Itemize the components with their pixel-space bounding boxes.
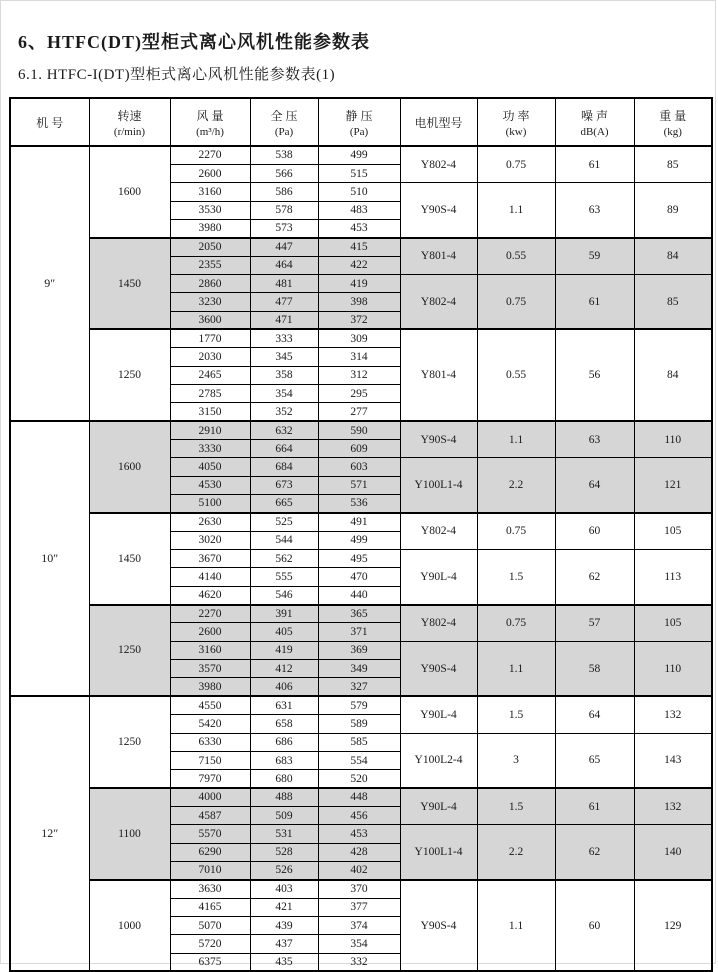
total-pressure-cell: 528 <box>250 843 318 861</box>
column-header-2 <box>170 98 250 146</box>
table-row <box>10 146 712 164</box>
speed-cell: 1450 <box>89 238 170 330</box>
motor-model-cell: Y90S-4 <box>400 183 477 238</box>
flow-cell: 7970 <box>170 770 250 788</box>
total-pressure-cell: 664 <box>250 440 318 458</box>
motor-model-cell: Y90L-4 <box>400 550 477 605</box>
noise-cell: 62 <box>555 550 634 605</box>
motor-model-cell: Y802-4 <box>400 274 477 329</box>
total-pressure-cell: 419 <box>250 641 318 659</box>
total-pressure-cell: 673 <box>250 476 318 494</box>
flow-cell: 3150 <box>170 403 250 421</box>
power-cell: 1.5 <box>477 788 555 825</box>
total-pressure-cell: 477 <box>250 293 318 311</box>
noise-cell: 58 <box>555 641 634 696</box>
table-row <box>10 238 712 256</box>
noise-cell: 56 <box>555 329 634 421</box>
static-pressure-cell: 371 <box>318 623 400 641</box>
flow-cell: 5420 <box>170 715 250 733</box>
static-pressure-cell: 415 <box>318 238 400 256</box>
power-cell: 0.75 <box>477 146 555 183</box>
flow-cell: 3330 <box>170 440 250 458</box>
speed-cell: 1600 <box>89 421 170 513</box>
total-pressure-cell: 546 <box>250 586 318 604</box>
power-cell: 0.75 <box>477 274 555 329</box>
static-pressure-cell: 369 <box>318 641 400 659</box>
flow-cell: 4620 <box>170 586 250 604</box>
total-pressure-cell: 437 <box>250 935 318 953</box>
power-cell: 0.75 <box>477 605 555 642</box>
static-pressure-cell: 579 <box>318 696 400 714</box>
machine-cell: 9″ <box>10 146 89 421</box>
weight-cell: 85 <box>634 146 712 183</box>
static-pressure-cell: 589 <box>318 715 400 733</box>
table-row <box>10 696 712 714</box>
total-pressure-cell: 665 <box>250 495 318 513</box>
flow-cell: 2270 <box>170 605 250 623</box>
speed-cell: 1250 <box>89 605 170 697</box>
static-pressure-cell: 571 <box>318 476 400 494</box>
column-header-3 <box>250 98 318 146</box>
total-pressure-cell: 509 <box>250 806 318 824</box>
static-pressure-cell: 515 <box>318 164 400 182</box>
total-pressure-cell: 631 <box>250 696 318 714</box>
static-pressure-cell: 448 <box>318 788 400 806</box>
noise-cell: 65 <box>555 733 634 788</box>
static-pressure-cell: 510 <box>318 183 400 201</box>
machine-cell: 10″ <box>10 421 89 696</box>
column-header-5 <box>400 98 477 146</box>
weight-cell: 140 <box>634 825 712 880</box>
flow-cell: 2860 <box>170 274 250 292</box>
static-pressure-cell: 428 <box>318 843 400 861</box>
motor-model-cell: Y100L1-4 <box>400 458 477 513</box>
weight-cell: 132 <box>634 696 712 733</box>
table-row <box>10 788 712 806</box>
static-pressure-cell: 585 <box>318 733 400 751</box>
total-pressure-cell: 354 <box>250 384 318 402</box>
total-pressure-cell: 555 <box>250 568 318 586</box>
static-pressure-cell: 536 <box>318 495 400 513</box>
flow-cell: 4000 <box>170 788 250 806</box>
column-header-unit: (kg) <box>663 125 682 138</box>
flow-cell: 6375 <box>170 953 250 971</box>
power-cell: 3 <box>477 733 555 788</box>
static-pressure-cell: 312 <box>318 366 400 384</box>
noise-cell: 61 <box>555 788 634 825</box>
flow-cell: 2600 <box>170 164 250 182</box>
noise-cell: 59 <box>555 238 634 275</box>
table-row <box>10 421 712 439</box>
weight-cell: 84 <box>634 238 712 275</box>
total-pressure-cell: 680 <box>250 770 318 788</box>
column-header-label: 噪 声 <box>580 108 608 123</box>
total-pressure-cell: 566 <box>250 164 318 182</box>
flow-cell: 3530 <box>170 201 250 219</box>
power-cell: 1.5 <box>477 696 555 733</box>
static-pressure-cell: 495 <box>318 550 400 568</box>
column-header-unit: (m³/h) <box>196 125 224 138</box>
weight-cell: 85 <box>634 274 712 329</box>
table-row <box>10 513 712 531</box>
motor-model-cell: Y100L2-4 <box>400 733 477 788</box>
total-pressure-cell: 412 <box>250 660 318 678</box>
header-row <box>10 98 712 146</box>
speed-cell: 1450 <box>89 513 170 605</box>
power-cell: 0.75 <box>477 513 555 550</box>
motor-model-cell: Y802-4 <box>400 146 477 183</box>
table-body <box>10 146 712 971</box>
noise-cell: 61 <box>555 274 634 329</box>
table-header <box>10 98 712 146</box>
weight-cell: 105 <box>634 513 712 550</box>
total-pressure-cell: 435 <box>250 953 318 971</box>
column-header-label: 机 号 <box>36 115 64 130</box>
total-pressure-cell: 632 <box>250 421 318 439</box>
static-pressure-cell: 491 <box>318 513 400 531</box>
motor-model-cell: Y802-4 <box>400 513 477 550</box>
flow-cell: 3980 <box>170 678 250 696</box>
weight-cell: 129 <box>634 880 712 972</box>
flow-cell: 3980 <box>170 219 250 237</box>
flow-cell: 3630 <box>170 880 250 898</box>
static-pressure-cell: 349 <box>318 660 400 678</box>
table-row <box>10 329 712 347</box>
static-pressure-cell: 372 <box>318 311 400 329</box>
power-cell: 2.2 <box>477 458 555 513</box>
column-header-8 <box>634 98 712 146</box>
column-header-7 <box>555 98 634 146</box>
column-header-label: 重 量 <box>659 108 687 123</box>
static-pressure-cell: 277 <box>318 403 400 421</box>
flow-cell: 4165 <box>170 898 250 916</box>
flow-cell: 2050 <box>170 238 250 256</box>
column-header-unit: dB(A) <box>580 125 609 138</box>
flow-cell: 3020 <box>170 531 250 549</box>
weight-cell: 113 <box>634 550 712 605</box>
flow-cell: 2270 <box>170 146 250 164</box>
static-pressure-cell: 453 <box>318 219 400 237</box>
table-row <box>10 605 712 623</box>
weight-cell: 110 <box>634 421 712 458</box>
static-pressure-cell: 295 <box>318 384 400 402</box>
total-pressure-cell: 345 <box>250 348 318 366</box>
weight-cell: 105 <box>634 605 712 642</box>
static-pressure-cell: 365 <box>318 605 400 623</box>
static-pressure-cell: 456 <box>318 806 400 824</box>
total-pressure-cell: 405 <box>250 623 318 641</box>
power-cell: 1.1 <box>477 880 555 972</box>
total-pressure-cell: 544 <box>250 531 318 549</box>
total-pressure-cell: 447 <box>250 238 318 256</box>
flow-cell: 2600 <box>170 623 250 641</box>
static-pressure-cell: 554 <box>318 751 400 769</box>
flow-cell: 1770 <box>170 329 250 347</box>
total-pressure-cell: 578 <box>250 201 318 219</box>
static-pressure-cell: 483 <box>318 201 400 219</box>
flow-cell: 3570 <box>170 660 250 678</box>
total-pressure-cell: 683 <box>250 751 318 769</box>
flow-cell: 4050 <box>170 458 250 476</box>
motor-model-cell: Y90L-4 <box>400 788 477 825</box>
static-pressure-cell: 309 <box>318 329 400 347</box>
total-pressure-cell: 391 <box>250 605 318 623</box>
flow-cell: 5070 <box>170 916 250 934</box>
flow-cell: 3600 <box>170 311 250 329</box>
noise-cell: 62 <box>555 825 634 880</box>
column-header-unit: (Pa) <box>274 125 294 138</box>
column-header-label: 全 压 <box>270 108 298 123</box>
flow-cell: 7010 <box>170 861 250 879</box>
total-pressure-cell: 439 <box>250 916 318 934</box>
static-pressure-cell: 374 <box>318 916 400 934</box>
noise-cell: 64 <box>555 696 634 733</box>
flow-cell: 4530 <box>170 476 250 494</box>
total-pressure-cell: 352 <box>250 403 318 421</box>
total-pressure-cell: 406 <box>250 678 318 696</box>
flow-cell: 2910 <box>170 421 250 439</box>
static-pressure-cell: 603 <box>318 458 400 476</box>
static-pressure-cell: 327 <box>318 678 400 696</box>
machine-cell: 12″ <box>10 696 89 971</box>
flow-cell: 4140 <box>170 568 250 586</box>
noise-cell: 61 <box>555 146 634 183</box>
flow-cell: 4587 <box>170 806 250 824</box>
page-title: 6、HTFC(DT)型柜式离心风机性能参数表 <box>18 32 370 52</box>
flow-cell: 5100 <box>170 495 250 513</box>
total-pressure-cell: 403 <box>250 880 318 898</box>
total-pressure-cell: 333 <box>250 329 318 347</box>
speed-cell: 1000 <box>89 880 170 972</box>
page-subtitle: 6.1. HTFC-I(DT)型柜式离心风机性能参数表(1) <box>18 67 336 83</box>
column-header-unit: (kw) <box>505 125 527 138</box>
static-pressure-cell: 499 <box>318 531 400 549</box>
motor-model-cell: Y801-4 <box>400 238 477 275</box>
motor-model-cell: Y802-4 <box>400 605 477 642</box>
weight-cell: 84 <box>634 329 712 421</box>
total-pressure-cell: 526 <box>250 861 318 879</box>
flow-cell: 2030 <box>170 348 250 366</box>
noise-cell: 63 <box>555 183 634 238</box>
static-pressure-cell: 370 <box>318 880 400 898</box>
noise-cell: 60 <box>555 513 634 550</box>
fan-performance-table <box>9 97 713 972</box>
static-pressure-cell: 453 <box>318 825 400 843</box>
motor-model-cell: Y100L1-4 <box>400 825 477 880</box>
column-header-label: 静 压 <box>345 108 373 123</box>
flow-cell: 6290 <box>170 843 250 861</box>
flow-cell: 2465 <box>170 366 250 384</box>
total-pressure-cell: 471 <box>250 311 318 329</box>
static-pressure-cell: 499 <box>318 146 400 164</box>
flow-cell: 2785 <box>170 384 250 402</box>
total-pressure-cell: 358 <box>250 366 318 384</box>
weight-cell: 121 <box>634 458 712 513</box>
static-pressure-cell: 590 <box>318 421 400 439</box>
static-pressure-cell: 609 <box>318 440 400 458</box>
total-pressure-cell: 488 <box>250 788 318 806</box>
column-header-unit: (Pa) <box>349 125 369 138</box>
motor-model-cell: Y90L-4 <box>400 696 477 733</box>
column-header-label: 电机型号 <box>414 115 463 130</box>
weight-cell: 110 <box>634 641 712 696</box>
static-pressure-cell: 419 <box>318 274 400 292</box>
noise-cell: 64 <box>555 458 634 513</box>
total-pressure-cell: 586 <box>250 183 318 201</box>
weight-cell: 132 <box>634 788 712 825</box>
static-pressure-cell: 440 <box>318 586 400 604</box>
motor-model-cell: Y90S-4 <box>400 421 477 458</box>
power-cell: 0.55 <box>477 238 555 275</box>
table-row <box>10 880 712 898</box>
static-pressure-cell: 398 <box>318 293 400 311</box>
total-pressure-cell: 573 <box>250 219 318 237</box>
column-header-4 <box>318 98 400 146</box>
power-cell: 0.55 <box>477 329 555 421</box>
column-header-label: 功 率 <box>502 108 530 123</box>
flow-cell: 3670 <box>170 550 250 568</box>
speed-cell: 1250 <box>89 329 170 421</box>
power-cell: 1.1 <box>477 183 555 238</box>
total-pressure-cell: 421 <box>250 898 318 916</box>
static-pressure-cell: 377 <box>318 898 400 916</box>
total-pressure-cell: 684 <box>250 458 318 476</box>
static-pressure-cell: 332 <box>318 953 400 971</box>
column-header-label: 转速 <box>117 108 142 123</box>
total-pressure-cell: 531 <box>250 825 318 843</box>
flow-cell: 2355 <box>170 256 250 274</box>
noise-cell: 63 <box>555 421 634 458</box>
total-pressure-cell: 562 <box>250 550 318 568</box>
total-pressure-cell: 658 <box>250 715 318 733</box>
power-cell: 2.2 <box>477 825 555 880</box>
noise-cell: 57 <box>555 605 634 642</box>
flow-cell: 6330 <box>170 733 250 751</box>
flow-cell: 4550 <box>170 696 250 714</box>
column-header-6 <box>477 98 555 146</box>
speed-cell: 1600 <box>89 146 170 238</box>
flow-cell: 3160 <box>170 183 250 201</box>
flow-cell: 5570 <box>170 825 250 843</box>
static-pressure-cell: 314 <box>318 348 400 366</box>
flow-cell: 3230 <box>170 293 250 311</box>
total-pressure-cell: 686 <box>250 733 318 751</box>
column-header-1 <box>89 98 170 146</box>
static-pressure-cell: 354 <box>318 935 400 953</box>
static-pressure-cell: 402 <box>318 861 400 879</box>
total-pressure-cell: 525 <box>250 513 318 531</box>
power-cell: 1.1 <box>477 641 555 696</box>
flow-cell: 7150 <box>170 751 250 769</box>
total-pressure-cell: 538 <box>250 146 318 164</box>
power-cell: 1.5 <box>477 550 555 605</box>
motor-model-cell: Y90S-4 <box>400 641 477 696</box>
total-pressure-cell: 464 <box>250 256 318 274</box>
flow-cell: 5720 <box>170 935 250 953</box>
speed-cell: 1250 <box>89 696 170 788</box>
static-pressure-cell: 470 <box>318 568 400 586</box>
total-pressure-cell: 481 <box>250 274 318 292</box>
static-pressure-cell: 520 <box>318 770 400 788</box>
weight-cell: 143 <box>634 733 712 788</box>
column-header-label: 风 量 <box>196 108 224 123</box>
power-cell: 1.1 <box>477 421 555 458</box>
flow-cell: 3160 <box>170 641 250 659</box>
column-header-0 <box>10 98 89 146</box>
column-header-unit: (r/min) <box>113 125 146 138</box>
flow-cell: 2630 <box>170 513 250 531</box>
motor-model-cell: Y801-4 <box>400 329 477 421</box>
static-pressure-cell: 422 <box>318 256 400 274</box>
motor-model-cell: Y90S-4 <box>400 880 477 972</box>
speed-cell: 1100 <box>89 788 170 880</box>
noise-cell: 60 <box>555 880 634 972</box>
weight-cell: 89 <box>634 183 712 238</box>
